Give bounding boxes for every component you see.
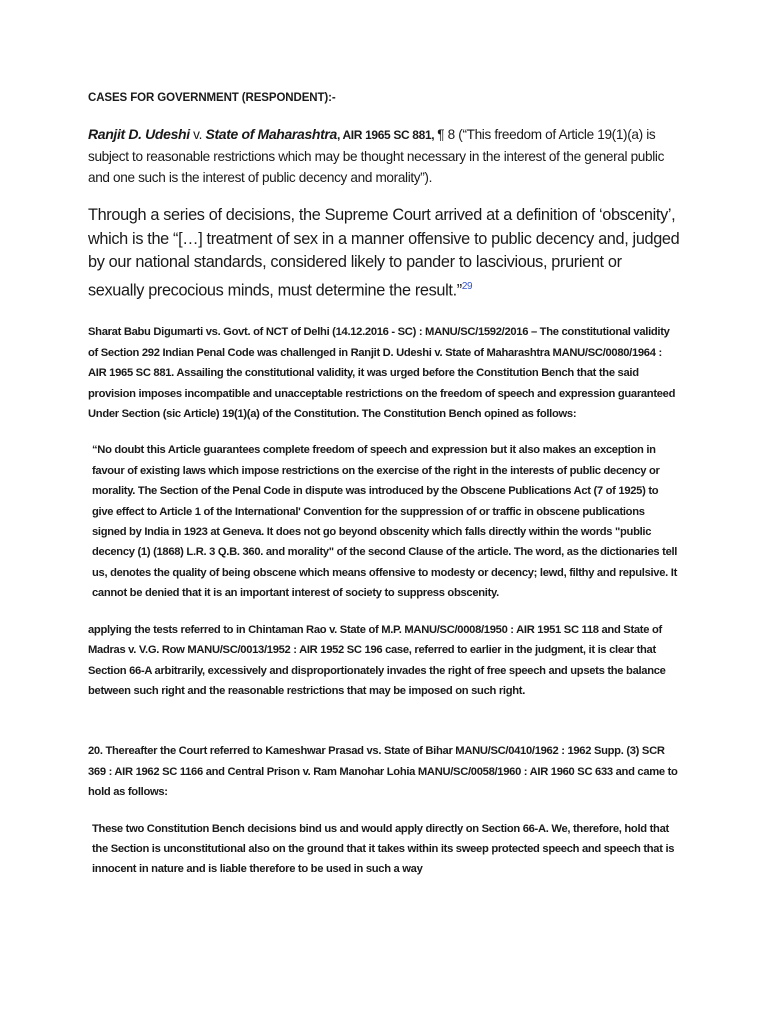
case-vs: v. xyxy=(189,127,206,142)
definition-text: Through a series of decisions, the Supreme Court arrived at a definition of ‘obscenity’, which is the “[…] treatment of sex in a manner offensive to public decency and, judged by our national standards, considered likely to pander to lascivious, prurient or sexually precocious minds, must determine the result.” xyxy=(88,206,680,299)
obscenity-definition-paragraph xyxy=(88,204,680,302)
sharat-babu-paragraph: Sharat Babu Digumarti vs. Govt. of NCT of Delhi (14.12.2016 - SC) : MANU/SC/1592/2016 – The constitutional validity of Section 292 Indian Penal Code was challenged in Ranjit D. Udeshi v. State of Maharashtra MANU/SC/0080/1964 : AIR 1965 SC 881. Assailing the constitutional validity, it was urged before the Constitution Bench that the said provision imposes incompatible and unacceptable restrictions on the freedom of speech and expression guaranteed Under Section (sic Article) 19(1)(a) of the Constitution. The Constitution Bench opined as follows: xyxy=(88,326,676,421)
section-66a-quote: These two Constitution Bench decisions bind us and would apply directly on Section 66-A. We, therefore, hold that the Section is unconstitutional also on the ground that it takes within its sweep protected speech and speech that is innocent in nature and is liable therefore to be used in such a way xyxy=(92,822,675,876)
section-heading: CASES FOR GOVERNMENT (RESPONDENT):- xyxy=(88,92,336,104)
document-page xyxy=(88,92,680,896)
applying-tests-paragraph: applying the tests referred to in Chintaman Rao v. State of M.P. MANU/SC/0008/1950 : AIR 1951 SC 118 and State of Madras v. V.G. Row MANU/SC/0013/1952 : AIR 1952 SC 196 case, referred to earlier in the judgment, it is clear that Section 66-A arbitrarily, excessively and disproportionately invades the right of free speech and upsets the balance between such right and the reasonable restrictions that may be imposed on such right. xyxy=(88,623,666,697)
case-party-2: State of Maharashtra xyxy=(205,126,337,142)
case-quote: ¶ 8 (“This freedom of Article 19(1)(a) is subject to reasonable restrictions which may be thought necessary in the interest of the general public and one such is the interest of public decency and morality”). xyxy=(88,127,665,185)
case-udeshi-paragraph xyxy=(88,124,680,188)
case-citation: , AIR 1965 SC 881, xyxy=(336,128,438,142)
footnote-link[interactable]: 29 xyxy=(461,280,473,292)
paragraph-20: 20. Thereafter the Court referred to Kameshwar Prasad vs. State of Bihar MANU/SC/0410/1962 : 1962 Supp. (3) SCR 369 : AIR 1962 SC 1166 and Central Prison v. Ram Manohar Lohia MANU/SC/0058/1960 : AIR 1960 SC 633 and came to hold as follows: xyxy=(88,745,678,799)
constitution-bench-quote: “No doubt this Article guarantees complete freedom of speech and expression but it also makes an exception in favour of existing laws which impose restrictions on the exercise of the right in the interests of public decency or morality. The Section of the Penal Code in dispute was introduced by the Obscene Publications Act (7 of 1925) to give effect to Article 1 of the International' Convention for the suppression of or traffic in obscene publications signed by India in 1923 at Geneva. It does not go beyond obscenity which falls directly within the words "public decency (1) (1868) L.R. 3 Q.B. 360. and morality" of the second Clause of the article. The word, as the dictionaries tell us, denotes the quality of being obscene which means offensive to modesty or decency; lewd, filthy and repulsive. It cannot be denied that it is an important interest of society to suppress obscenity. xyxy=(92,444,678,600)
case-party-1: Ranjit D. Udeshi xyxy=(88,126,190,142)
